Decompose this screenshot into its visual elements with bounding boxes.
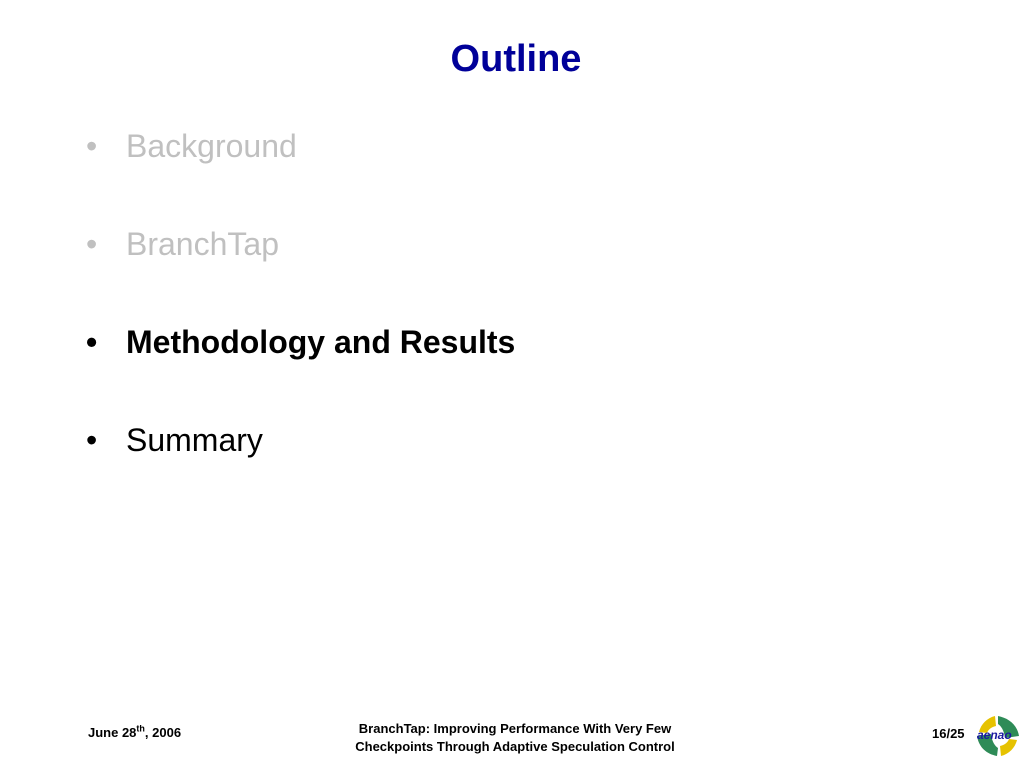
page-number: 16/25 (932, 726, 965, 741)
slide-title: Outline (450, 38, 582, 80)
footer-presentation-title (310, 720, 720, 756)
bullet-item-branchtap (86, 222, 515, 320)
bullet-marker: • (86, 422, 98, 458)
bullet-text: Methodology and Results (126, 324, 516, 360)
footer-date-prefix: June 28 (88, 725, 137, 740)
aenao-logo (975, 714, 1021, 758)
bullet-text: Summary (126, 422, 263, 458)
footer-date-sup: th (136, 723, 145, 734)
bullet-marker: • (86, 226, 98, 262)
bullet-text: Background (126, 128, 297, 164)
outline-list (86, 124, 515, 516)
logo-text: aenao (977, 728, 1012, 742)
bullet-marker: • (86, 324, 98, 360)
footer-date-suffix: , 2006 (144, 725, 182, 740)
bullet-marker: • (86, 128, 98, 164)
bullet-item-methodology (86, 320, 515, 418)
bullet-text: BranchTap (126, 226, 279, 262)
footer-date (88, 725, 181, 740)
footer-title-line-2: Checkpoints Through Adaptive Speculation Control (355, 739, 675, 754)
bullet-item-summary (86, 418, 515, 516)
footer-title-line-1: BranchTap: Improving Performance With Very Few (358, 721, 672, 736)
bullet-item-background (86, 124, 515, 222)
